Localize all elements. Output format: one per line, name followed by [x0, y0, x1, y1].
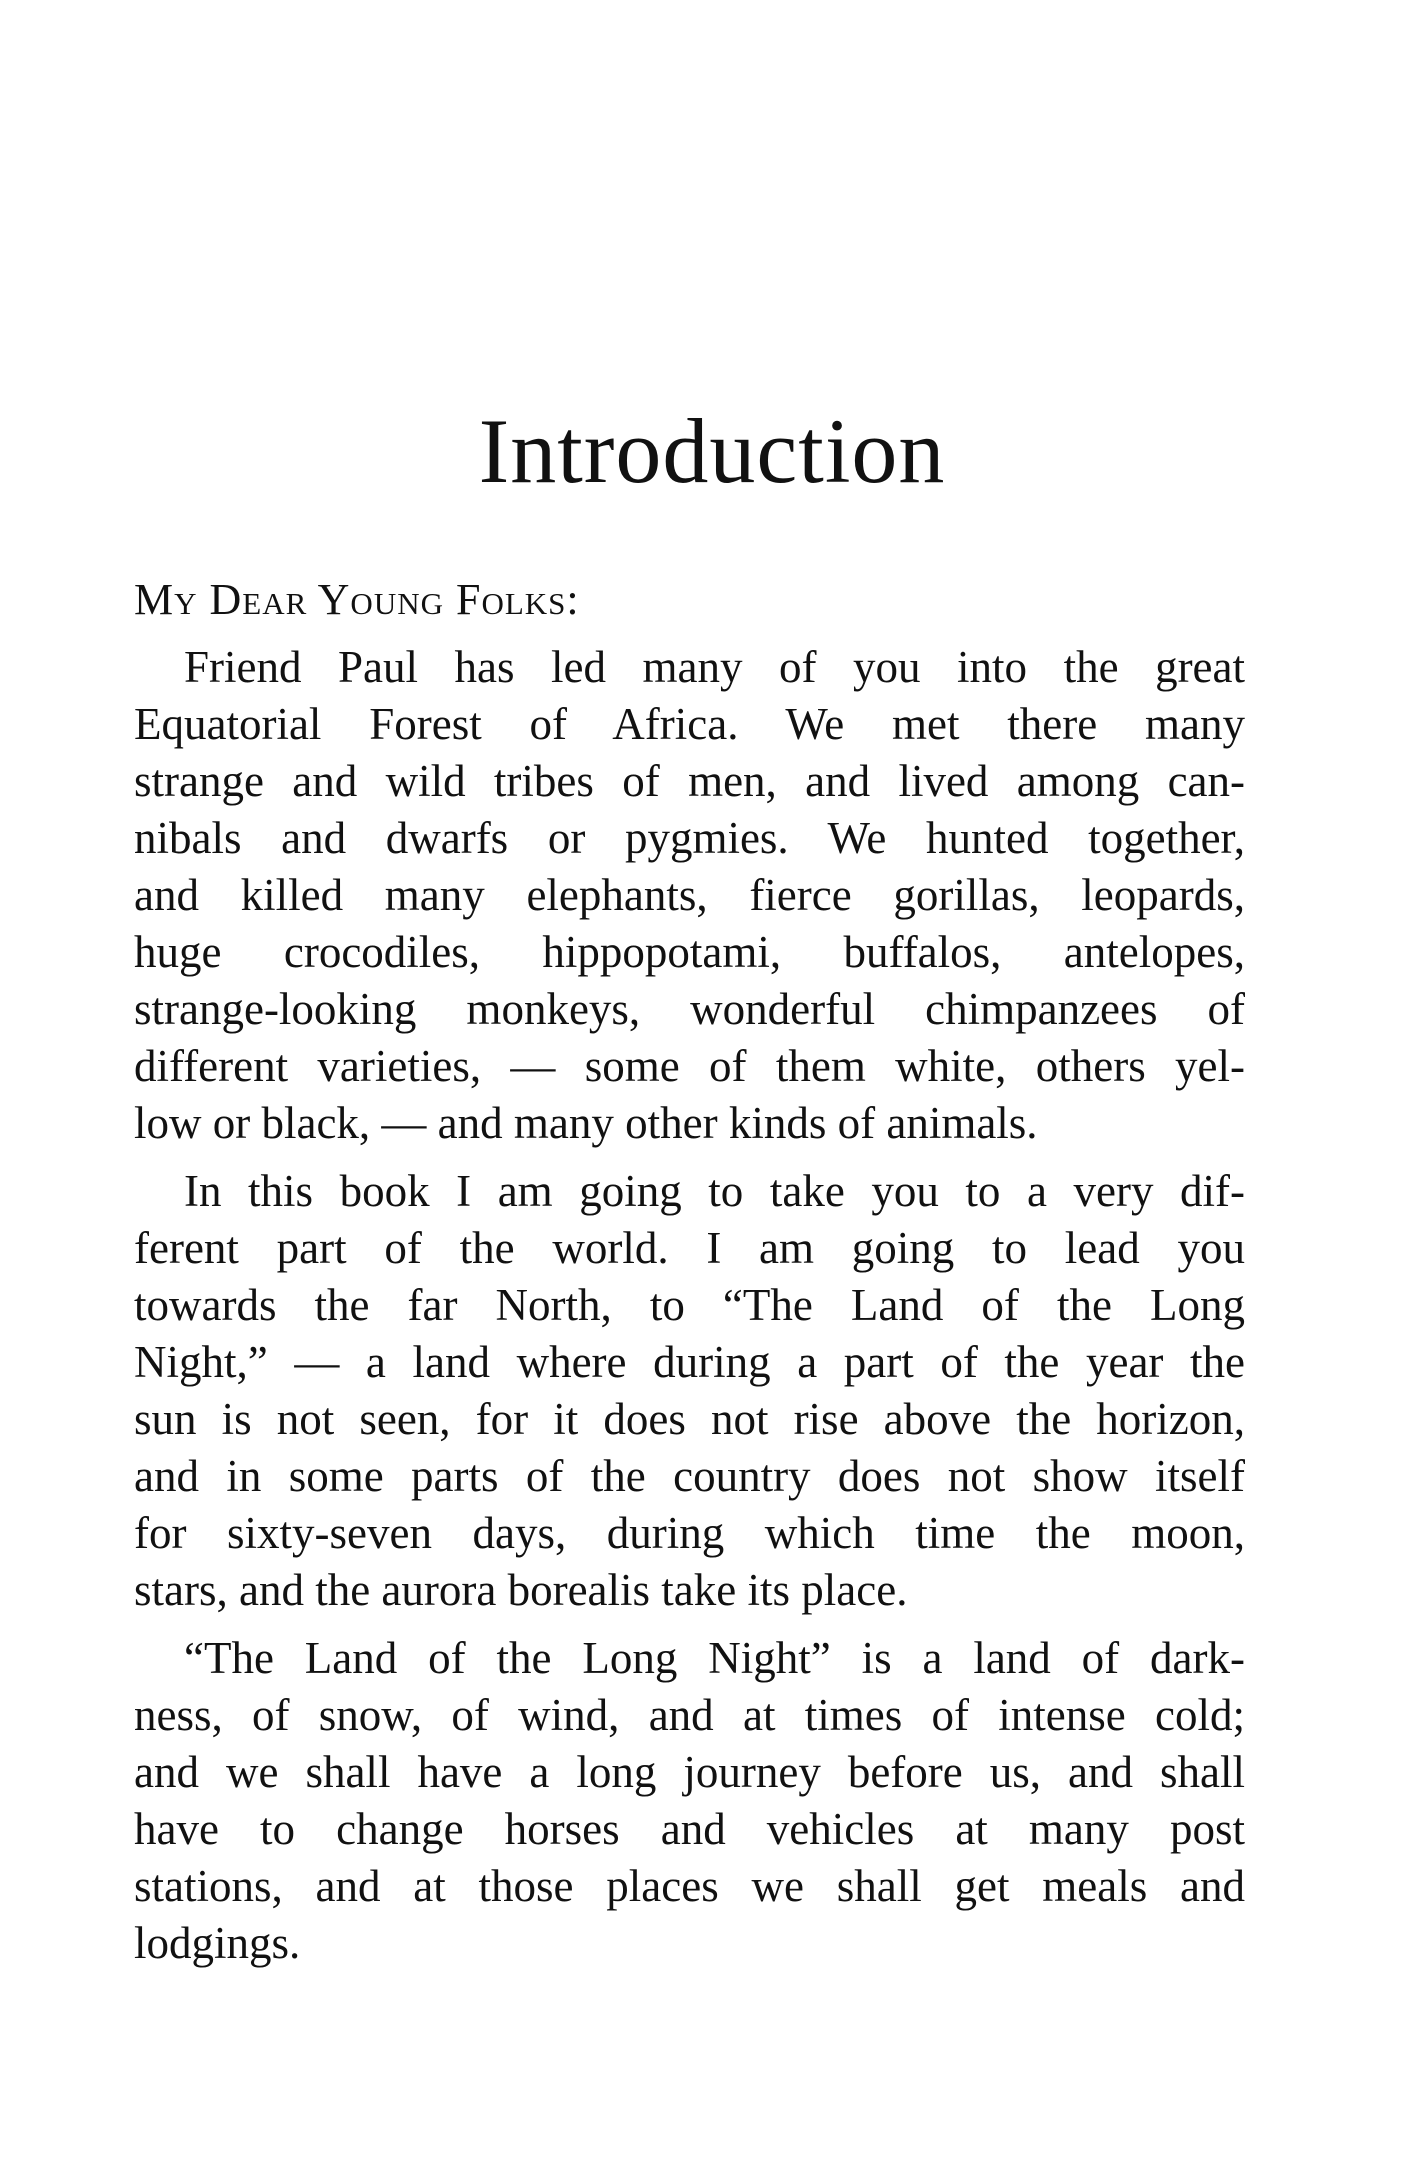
- text-line: have to change horses and vehicles at many post: [134, 1804, 1245, 1854]
- text-line: towards the far North, to “The Land of the Long: [134, 1280, 1245, 1330]
- salutation: My Dear Young Folks:: [134, 575, 580, 624]
- text-line: for sixty-seven days, during which time the moon,: [134, 1508, 1245, 1558]
- text-line: stations, and at those places we shall get meals and: [134, 1861, 1245, 1911]
- text-line: “The Land of the Long Night” is a land of dark-: [184, 1633, 1245, 1683]
- text-line: sun is not seen, for it does not rise above the horizon,: [134, 1394, 1245, 1444]
- text-line: different varieties, — some of them white, others yel-: [134, 1041, 1245, 1091]
- text-line: strange-looking monkeys, wonderful chimpanzees of: [134, 984, 1245, 1034]
- text-line: Equatorial Forest of Africa. We met there many: [134, 699, 1245, 749]
- text-line: Friend Paul has led many of you into the great: [184, 642, 1245, 692]
- text-line: In this book I am going to take you to a very dif-: [184, 1166, 1245, 1216]
- text-line: huge crocodiles, hippopotami, buffalos, antelopes,: [134, 927, 1245, 977]
- text-line: Night,” — a land where during a part of the year the: [134, 1337, 1245, 1387]
- chapter-title: Introduction: [478, 400, 946, 502]
- text-line: low or black, — and many other kinds of animals.: [134, 1098, 1038, 1148]
- text-line: and in some parts of the country does not show itself: [134, 1451, 1245, 1501]
- text-line: stars, and the aurora borealis take its place.: [134, 1565, 908, 1615]
- text-line: ness, of snow, of wind, and at times of intense cold;: [134, 1690, 1245, 1740]
- text-line: and killed many elephants, fierce gorillas, leopards,: [134, 870, 1245, 920]
- text-line: lodgings.: [134, 1918, 301, 1968]
- text-line: nibals and dwarfs or pygmies. We hunted together,: [134, 813, 1245, 863]
- text-line: ferent part of the world. I am going to lead you: [134, 1223, 1245, 1273]
- text-line: and we shall have a long journey before us, and shall: [134, 1747, 1245, 1797]
- text-line: strange and wild tribes of men, and lived among can-: [134, 756, 1245, 806]
